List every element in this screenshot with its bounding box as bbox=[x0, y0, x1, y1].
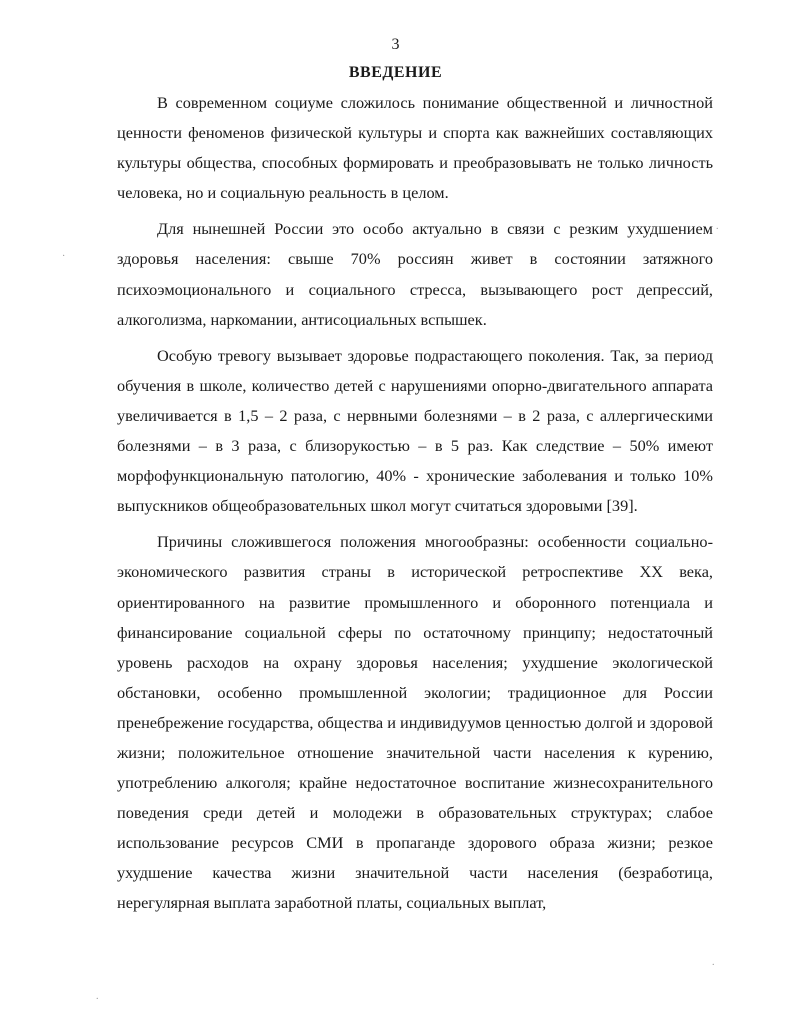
paragraph-1: В современном социуме сложилось понимание общественной и личностной ценности феноменов физической культуры и спорта как важнейших составляющих культуры общества, способных формировать и преобразовывать не только личность человека, но и социальную реальность в целом. bbox=[117, 93, 713, 203]
paragraph-2: Для нынешней России это особо актуально в связи с резким ухудшением здоровья населения: свыше 70% россиян живет в состоянии затяжного психоэмоционального и социального стресса, вызывающего рост депрессий, алкоголизма, наркомании, антисоциальных вспышек. bbox=[117, 219, 713, 329]
section-heading: ВВЕДЕНИЕ bbox=[348, 64, 443, 81]
body-text bbox=[117, 88, 713, 925]
paragraph-4: Причины сложившегося положения многообразны: особенности социально-экономического развития страны в исторической ретроспективе XX века, ориентированного на развитие промышленного и оборонного потенциала и финансирование социальной сферы по остаточному принципу; недостаточный уровень расходов на охрану здоровья населения; ухудшение экологической обстановки, особенно промышленной экологии; традиционное для России пренебрежение государства, общества и индивидуумов ценностью долгой и здоровой жизни; положительное отношение значительной части населения к курению, употреблению алкоголя; крайне недостаточное воспитание жизнесохранительного поведения среди детей и молодежи в образовательных структурах; слабое использование ресурсов СМИ в пропаганде здорового образа жизни; резкое ухудшение качества жизни значительной части населения (безработица, нерегулярная выплата заработной платы, социальных выплат, bbox=[117, 532, 713, 913]
paragraph-3: Особую тревогу вызывает здоровье подрастающего поколения. Так, за период обучения в школе, количество детей с нарушениями опорно-двигательного аппарата увеличивается в 1,5 – 2 раза, с нервными болезнями – в 2 раза, с аллергическими болезнями – в 3 раза, с близорукостью – в 5 раз. Как следствие – 50% имеют морфофункциональную патологию, 40% - хронические заболевания и только 10% выпускников общеобразовательных школ могут считаться здоровыми [39]. bbox=[117, 345, 713, 516]
page-number: 3 bbox=[391, 36, 400, 53]
scan-speck: . bbox=[712, 957, 715, 968]
scan-speck: · bbox=[62, 251, 66, 262]
scan-speck: . bbox=[96, 991, 99, 1002]
scan-speck: . bbox=[716, 221, 719, 232]
